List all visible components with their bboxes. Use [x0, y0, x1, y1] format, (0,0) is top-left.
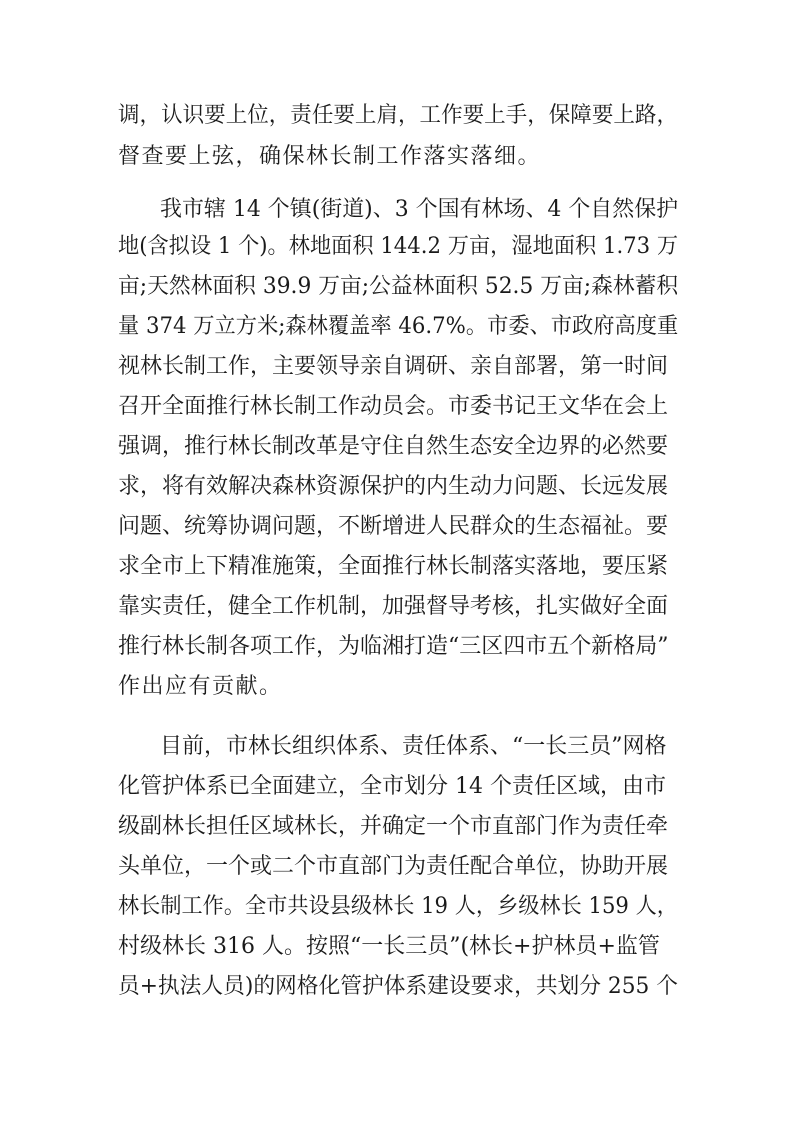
paragraph-3-line-4: 头单位，一个或二个市直部门为责任配合单位，协助开展 [118, 854, 669, 879]
paragraph-2-line-8: 求，将有效解决森林资源保护的内生动力问题、长远发展 [118, 474, 669, 499]
paragraph-2-line-2: 地(含拟设 1 个)。林地面积 144.2 万亩，湿地面积 1.73 万 [118, 234, 679, 259]
paragraph-2-line-3: 亩;天然林面积 39.9 万亩;公益林面积 52.5 万亩;森林蓄积 [118, 274, 679, 299]
paragraph-1-line-1: 调，认识要上位，责任要上肩，工作要上手，保障要上路， [118, 103, 679, 128]
paragraph-2-line-10: 求全市上下精准施策，全面推行林长制落实落地，要压紧 [118, 554, 669, 579]
paragraph-1-line-2: 督查要上弦，确保林长制工作落实落细。 [118, 144, 542, 169]
paragraph-3-line-6: 村级林长 316 人。按照“一长三员”(林长+护林员+监管 [118, 934, 660, 959]
paragraph-2-line-9: 问题、统筹协调问题，不断增进人民群众的生态福祉。要 [118, 514, 669, 539]
paragraph-3-line-1: 目前，市林长组织体系、责任体系、“一长三员”网格 [160, 734, 667, 759]
paragraph-2-line-6: 召开全面推行林长制工作动员会。市委书记王文华在会上 [118, 394, 669, 419]
paragraph-2-line-13: 作出应有贡献。 [118, 674, 283, 699]
paragraph-2-line-5: 视林长制工作，主要领导亲自调研、亲自部署，第一时间 [118, 354, 669, 379]
paragraph-2-line-11: 靠实责任，健全工作机制，加强督导考核，扎实做好全面 [118, 594, 669, 619]
paragraph-2-line-4: 量 374 万立方米;森林覆盖率 46.7%。市委、市政府高度重 [118, 314, 679, 339]
paragraph-3-line-3: 级副林长担任区域林长，并确定一个市直部门作为责任牵 [118, 814, 669, 839]
paragraph-2-line-1: 我市辖 14 个镇(街道)、3 个国有林场、4 个自然保护 [160, 197, 679, 222]
paragraph-3-line-7: 员+执法人员)的网格化管护体系建设要求，共划分 255 个 [118, 974, 679, 999]
paragraph-2-line-7: 强调，推行林长制改革是守住自然生态安全边界的必然要 [118, 434, 669, 459]
paragraph-3-line-5: 林长制工作。全市共设县级林长 19 人，乡级林长 159 人， [118, 894, 678, 919]
paragraph-3-line-2: 化管护体系已全面建立，全市划分 14 个责任区域，由市 [118, 774, 666, 799]
paragraph-2-line-12: 推行林长制各项工作，为临湘打造“三区四市五个新格局” [118, 634, 669, 659]
